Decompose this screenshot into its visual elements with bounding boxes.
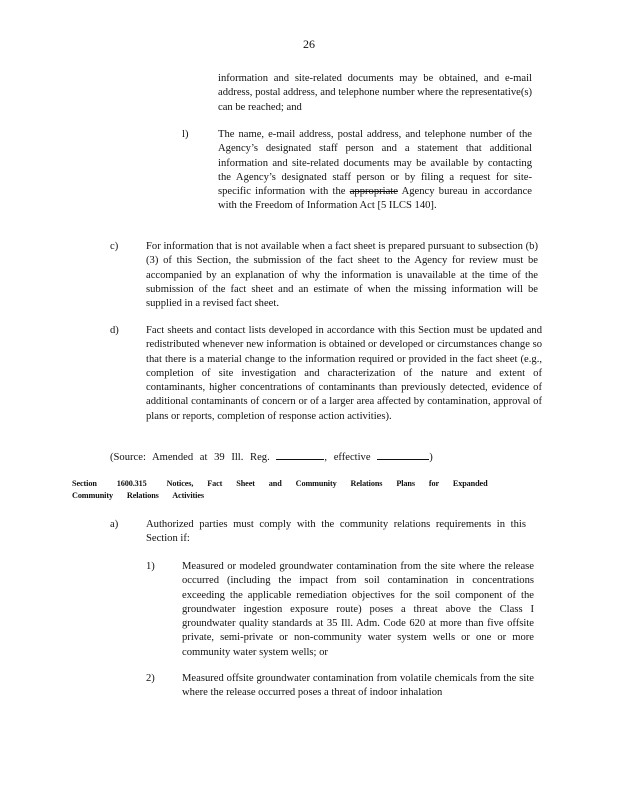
struck-word: appropriate — [349, 186, 398, 198]
item-l-text — [218, 128, 532, 214]
section-number: 1600.315 — [116, 479, 147, 488]
item-1-text: Measured or modeled groundwater contamination from the site where the release occurred (including the impact from soil contamination in concentrations exceeding the applicable remediation objectives for the soil component of the groundwater ingestion exposure route) poses a threat above the Class I groundwater quality standards at 35 Ill. Adm. Code 620 at more than five offsite private, semi-private or non-community water system wells or one or more community water system wells; or — [182, 561, 534, 658]
item-l-text-after: Agency bureau in accordance with the Freedom of Information Act [5 ILCS 140]. — [218, 186, 532, 212]
register-blank — [276, 449, 324, 460]
item-c-text: For information that is not available when a fact sheet is prepared pursuant to subsection (b)(3) of this Section, the submission of the fact sheet to the Agency for review must be accompanied by an explanation of why the information is unavailable at the time of the submission of the fact sheet and an estimate of when the missing information will be supplied in a revised fact sheet. — [146, 241, 538, 310]
source-prefix: (Source: Amended at 39 Ill. Reg. — [110, 452, 270, 463]
item-l-label: l) — [182, 129, 189, 140]
item-1-label: 1) — [146, 561, 155, 572]
item-2-text: Measured offsite groundwater contamination from volatile chemicals from the site where the release occurred poses a threat of indoor inhalation — [182, 673, 534, 699]
item-a-text: Authorized parties must comply with the community relations requirements in this Section if: — [146, 519, 526, 545]
item-d-label: d) — [110, 325, 119, 336]
page-number: 26 — [303, 37, 315, 51]
source-suffix: ) — [429, 452, 433, 463]
section-title: Notices, Fact Sheet and Community Relations Plans for Expanded Community Relations Activities — [72, 479, 488, 500]
section-heading — [72, 478, 492, 502]
item-l-text-before: The name, e-mail address, postal address, and telephone number of the Agency’s designated staff person and a statement that additional information and site-related documents may be available by contacting the Agency’s designated staff person or by filing a request for site-specific information with the — [218, 129, 532, 198]
effective-date-blank — [377, 449, 429, 460]
source-note — [110, 449, 550, 465]
item-d-text: Fact sheets and contact lists developed in accordance with this Section must be updated and redistributed whenever new information is obtained or developed or circumstances change so that there is a material change to the information required or provided in the fact sheet (e.g., completion of site investigation and characterization of the nature and extent of contaminants, higher concentrations of contaminants than previously detected, evidence of additional contaminants of concern or of a larger area affected by contamination, approval of plans or reports, completion of response action activities). — [146, 325, 542, 422]
item-k-continuation: information and site-related documents may be obtained, and e-mail address, postal address, and telephone number where the representative(s) can be reached; and — [218, 73, 532, 113]
source-effective: , effective — [324, 452, 371, 463]
item-c-label: c) — [110, 241, 119, 252]
item-2-label: 2) — [146, 673, 155, 684]
section-word: Section — [72, 479, 97, 488]
item-a-label: a) — [110, 519, 119, 530]
